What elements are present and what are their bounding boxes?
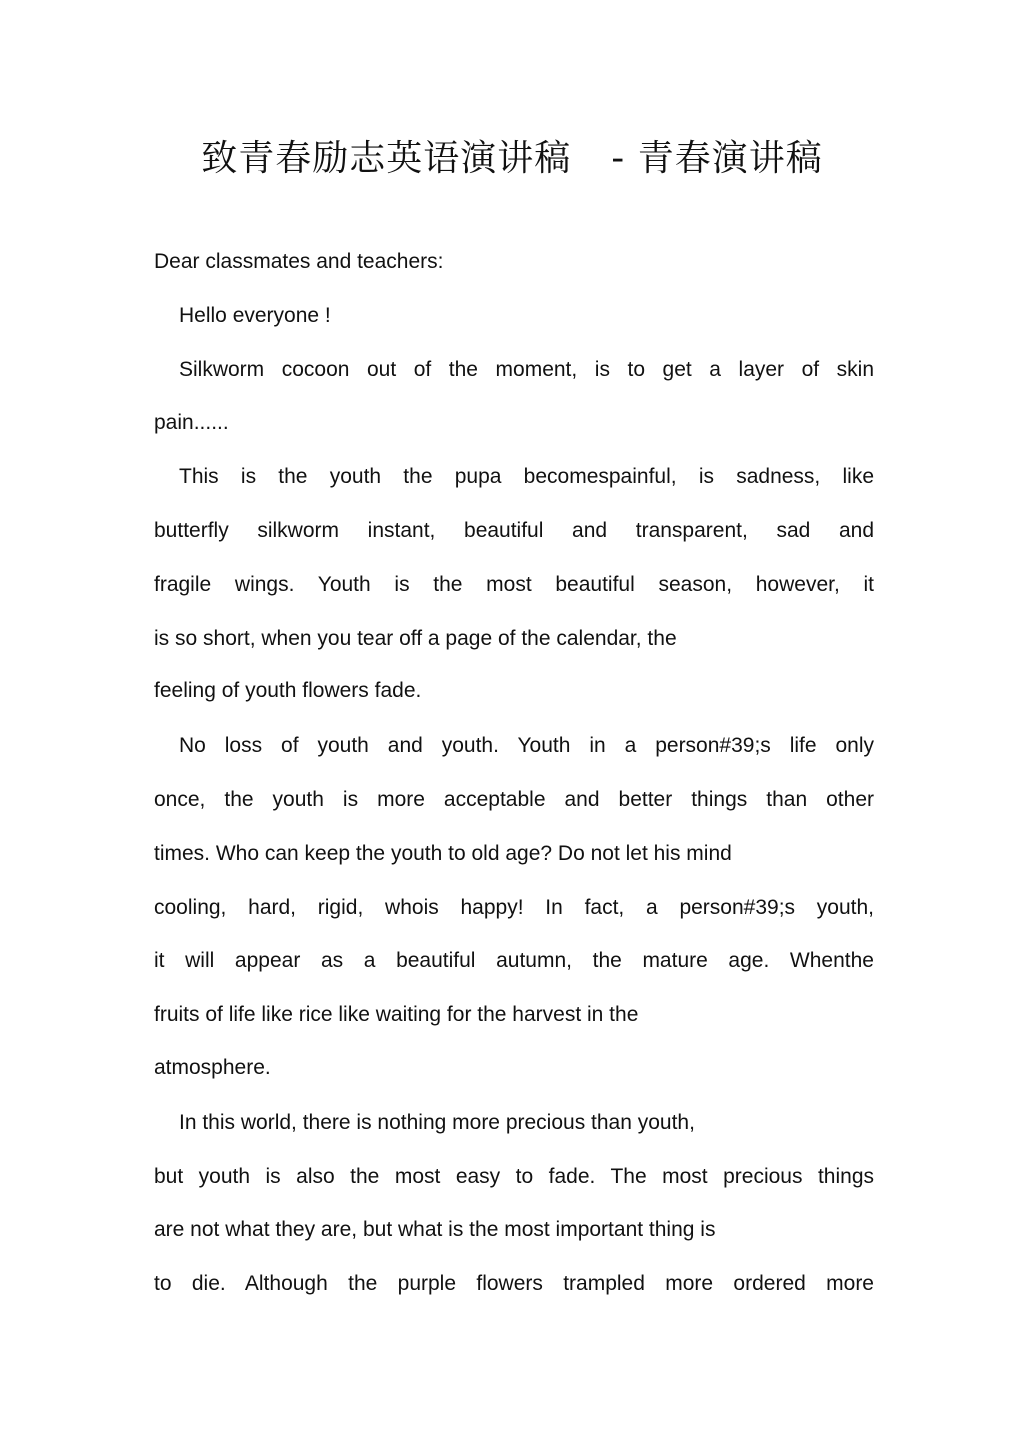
paragraph-line: is so short, when you tear off a page of the calendar, the <box>154 627 677 650</box>
greeting: Hello everyone ! <box>179 304 331 327</box>
paragraph-line: atmosphere. <box>154 1056 271 1079</box>
paragraph-line: it will appear as a beautiful autumn, the mature age. Whenthe <box>154 949 874 972</box>
title-sub: - 青春演讲稿 <box>611 138 823 179</box>
paragraph-line: cooling, hard, rigid, whois happy! In fact, a person#39;s youth, <box>154 896 874 919</box>
paragraph-line: Silkworm cocoon out of the moment, is to get a layer of skin <box>179 358 874 381</box>
paragraph-line: times. Who can keep the youth to old age? Do not let his mind <box>154 842 732 865</box>
paragraph-line: feeling of youth flowers fade. <box>154 679 422 702</box>
paragraph-line: butterfly silkworm instant, beautiful and transparent, sad and <box>154 519 874 542</box>
paragraph-line: fruits of life like rice like waiting for the harvest in the <box>154 1003 639 1026</box>
title-main: 致青春励志英语演讲稿 <box>201 138 572 179</box>
paragraph-line: once, the youth is more acceptable and better things than other <box>154 788 874 811</box>
paragraph-line: fragile wings. Youth is the most beautiful season, however, it <box>154 573 874 596</box>
paragraph-line: pain...... <box>154 411 229 434</box>
paragraph-line: This is the youth the pupa becomespainful, is sadness, like <box>179 465 874 488</box>
paragraph-line: are not what they are, but what is the most important thing is <box>154 1218 716 1241</box>
salutation: Dear classmates and teachers: <box>154 250 444 273</box>
paragraph-line: but youth is also the most easy to fade. The most precious things <box>154 1165 874 1188</box>
paragraph-line: No loss of youth and youth. Youth in a person#39;s life only <box>179 734 874 757</box>
document-title <box>0 130 1024 181</box>
paragraph-line: to die. Although the purple flowers trampled more ordered more <box>154 1272 874 1295</box>
paragraph-line: In this world, there is nothing more precious than youth, <box>179 1111 695 1134</box>
